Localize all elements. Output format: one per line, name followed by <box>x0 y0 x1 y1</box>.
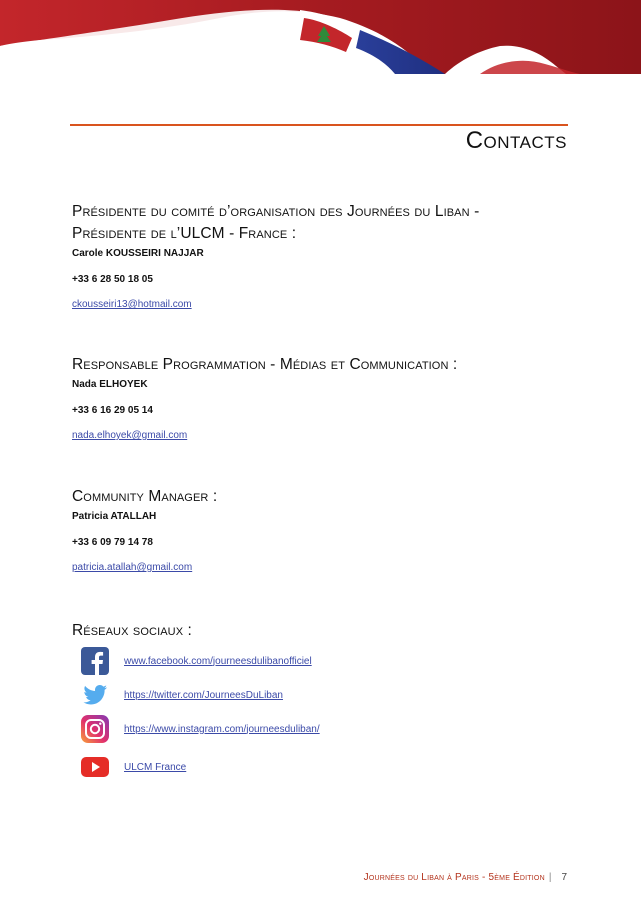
youtube-link[interactable]: ULCM France <box>124 761 187 773</box>
footer-title: Journées du Liban à Paris - 5ème Édition <box>363 872 545 883</box>
contact-section-programming <box>72 354 542 443</box>
page-number: 7 <box>561 872 567 883</box>
page-footer <box>364 872 567 883</box>
social-heading: Réseaux sociaux : <box>72 622 192 639</box>
section-heading-line1: Présidente du comité d’organisation des Journées du Liban - <box>72 203 480 220</box>
social-row-instagram <box>80 712 480 746</box>
section-heading <box>72 354 542 376</box>
social-section <box>72 620 542 642</box>
title-rule <box>70 124 568 126</box>
contact-section-community <box>72 486 542 575</box>
social-row-twitter <box>80 678 480 712</box>
header-flag-banner <box>0 0 641 85</box>
contact-email-link[interactable]: nada.elhoyek@gmail.com <box>72 430 188 441</box>
section-heading <box>72 201 542 245</box>
contact-name: Nada ELHOYEK <box>72 379 148 390</box>
twitter-icon[interactable] <box>80 680 110 710</box>
instagram-icon[interactable] <box>80 714 110 744</box>
contact-phone: +33 6 16 29 05 14 <box>72 405 153 416</box>
contact-name: Carole KOUSSEIRI NAJJAR <box>72 248 204 259</box>
contact-section-president <box>72 201 542 312</box>
social-row-facebook <box>80 644 480 678</box>
social-links-list <box>80 644 480 784</box>
social-row-youtube <box>80 750 480 784</box>
section-heading-line2: Présidente de l’ULCM - France : <box>72 225 297 242</box>
instagram-link[interactable]: https://www.instagram.com/journeesduliban/ <box>124 723 320 735</box>
section-heading-line1: Community Manager : <box>72 488 218 505</box>
contact-email-link[interactable]: ckousseiri13@hotmail.com <box>72 299 192 310</box>
section-heading <box>72 486 542 508</box>
section-heading-line1: Responsable Programmation - Médias et Communication : <box>72 356 458 373</box>
contact-phone: +33 6 09 79 14 78 <box>72 537 153 548</box>
footer-separator: | <box>548 872 552 883</box>
contact-name: Patricia ATALLAH <box>72 511 157 522</box>
youtube-icon[interactable] <box>80 752 110 782</box>
twitter-link[interactable]: https://twitter.com/JourneesDuLiban <box>124 689 283 701</box>
contact-email-link[interactable]: patricia.atallah@gmail.com <box>72 562 193 573</box>
page-title: Contacts <box>465 127 567 154</box>
contact-phone: +33 6 28 50 18 05 <box>72 274 153 285</box>
facebook-link[interactable]: www.facebook.com/journeesdulibanofficiel <box>124 655 312 667</box>
facebook-icon[interactable] <box>80 646 110 676</box>
